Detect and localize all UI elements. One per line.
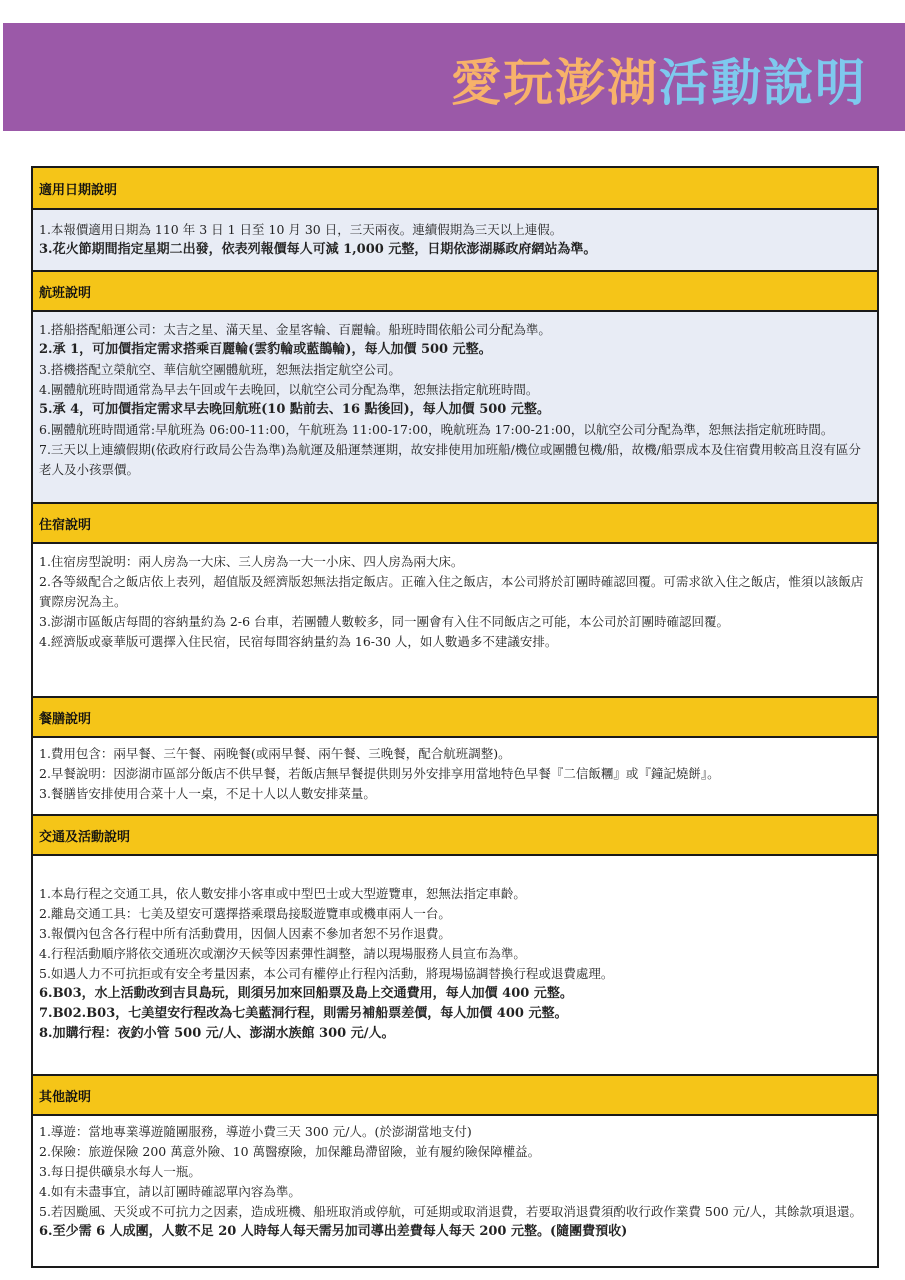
list-item: 4.經濟版或豪華版可選擇入住民宿，民宿每間容納量約為 16-30 人，如人數過多不建議安排。 bbox=[39, 634, 558, 649]
section-title: 交通及活動說明 bbox=[39, 829, 131, 845]
section-header-flights bbox=[33, 270, 877, 310]
list-item: 5.如遇人力不可抗拒或有安全考量因素，本公司有權停止行程內活動，將現場協調替換行程或退費處理。 bbox=[39, 966, 614, 981]
list-item: 3.報價內包含各行程中所有活動費用，因個人因素不參加者恕不另作退費。 bbox=[39, 926, 451, 941]
list-item: 8.加購行程：夜釣小管 500 元/人、澎湖水族館 300 元/人。 bbox=[39, 1026, 395, 1041]
list-item: 7.B02.B03，七美望安行程改為七美藍洞行程，則需另補船票差價，每人加價 400 元整。 bbox=[39, 1006, 568, 1021]
info-document bbox=[31, 166, 879, 1268]
section-body-other bbox=[33, 1114, 877, 1266]
list-item: 3.搭機搭配立榮航空、華信航空團體航班，恕無法指定航空公司。 bbox=[39, 362, 401, 377]
section-body-transport bbox=[33, 854, 877, 1074]
list-item: 3.每日提供礦泉水每人一瓶。 bbox=[39, 1164, 201, 1179]
page-title bbox=[451, 53, 867, 113]
list-item: 2.早餐說明：因澎湖市區部分飯店不供早餐，若飯店無早餐提供則另外安排享用當地特色早餐『二信飯糰』或『鐘記燒餅』。 bbox=[39, 766, 720, 781]
section-header-transport bbox=[33, 814, 877, 854]
section-title: 住宿說明 bbox=[39, 517, 92, 533]
list-item: 4.團體航班時間通常為早去午回或午去晚回，以航空公司分配為準，恕無法指定航班時間。 bbox=[39, 382, 539, 397]
list-item: 6.至少需 6 人成團，人數不足 20 人時每人每天需另加司導出差費每人每天 200 元整。(隨團費預收) bbox=[39, 1224, 628, 1239]
section-header-dates bbox=[33, 168, 877, 208]
list-item: 4.如有未盡事宜，請以訂團時確認單內容為準。 bbox=[39, 1184, 301, 1199]
list-item: 1.住宿房型說明：兩人房為一大床、三人房為一大一小床、四人房為兩大床。 bbox=[39, 554, 464, 569]
list-item: 1.本報價適用日期為 110 年 3 日 1 日至 10 月 30 日，三天兩夜。連續假期為三天以上連假。 bbox=[39, 222, 563, 237]
header-banner bbox=[3, 23, 905, 131]
section-body-meals bbox=[33, 736, 877, 814]
section-header-other bbox=[33, 1074, 877, 1114]
page-title-part2: 活動說明 bbox=[659, 54, 867, 112]
section-body-flights bbox=[33, 310, 877, 502]
list-item: 2.承 1，可加價指定需求搭乘百麗輪(雲豹輪或藍鵲輪)，每人加價 500 元整。 bbox=[39, 342, 492, 357]
section-header-accommodation bbox=[33, 502, 877, 542]
section-title: 餐膳說明 bbox=[39, 711, 92, 727]
list-item: 1.本島行程之交通工具，依人數安排小客車或中型巴士或大型遊覽車，恕無法指定車齡。 bbox=[39, 886, 526, 901]
list-item: 6.團體航班時間通常:早航班為 06:00-11:00，午航班為 11:00-17:00，晚航班為 17:00-21:00，以航空公司分配為準，恕無法指定航班時間。 bbox=[39, 422, 834, 437]
section-body-accommodation bbox=[33, 542, 877, 696]
list-item: 6.B03，水上活動改到吉貝島玩，則須另加來回船票及島上交通費用，每人加價 400 元整。 bbox=[39, 986, 573, 1001]
section-title: 其他說明 bbox=[39, 1089, 92, 1105]
list-item: 2.保險：旅遊保險 200 萬意外險、10 萬醫療險，加保離島滯留險，並有履約險保障權益。 bbox=[39, 1144, 541, 1159]
list-item: 3.花火節期間指定星期二出發，依表列報價每人可減 1,000 元整，日期依澎湖縣政府網站為準。 bbox=[39, 242, 597, 257]
list-item: 5.若因颱風、天災或不可抗力之因素，造成班機、船班取消或停航，可延期或取消退費，若要取消退費須酌收行政作業費 500 元/人，其餘款項退還。 bbox=[39, 1204, 862, 1219]
list-item: 2.各等級配合之飯店依上表列，超值版及經濟版恕無法指定飯店。正確入住之飯店，本公司將於訂團時確認回覆。可需求欲入住之飯店，惟須以該飯店實際房況為主。 bbox=[39, 574, 864, 609]
list-item: 2.離島交通工具：七美及望安可選擇搭乘環島接駁遊覽車或機車兩人一台。 bbox=[39, 906, 451, 921]
section-header-meals bbox=[33, 696, 877, 736]
list-item: 1.導遊：當地專業導遊隨團服務，導遊小費三天 300 元/人。(於澎湖當地支付) bbox=[39, 1124, 472, 1139]
list-item: 3.餐膳皆安排使用合菜十人一桌，不足十人以人數安排菜量。 bbox=[39, 786, 376, 801]
section-title: 航班說明 bbox=[39, 285, 92, 301]
list-item: 1.搭船搭配船運公司：太吉之星、滿天星、金星客輪、百麗輪。船班時間依船公司分配為準。 bbox=[39, 322, 551, 337]
list-item: 3.澎湖市區飯店每間的容納量約為 2-6 台車，若團體人數較多，同一團會有入住不同飯店之可能，本公司於訂團時確認回覆。 bbox=[39, 614, 730, 629]
list-item: 4.行程活動順序將依交通班次或潮汐天候等因素彈性調整，請以現場服務人員宣布為準。 bbox=[39, 946, 526, 961]
section-body-dates bbox=[33, 208, 877, 270]
page-title-part1: 愛玩澎湖 bbox=[451, 54, 659, 112]
section-title: 適用日期說明 bbox=[39, 182, 118, 198]
list-item: 5.承 4，可加價指定需求早去晚回航班(10 點前去、16 點後回)，每人加價 500 元整。 bbox=[39, 402, 550, 417]
list-item: 7.三天以上連續假期(依政府行政局公告為準)為航運及船運禁運期，故安排使用加班船/機位或團體包機/船，故機/船票成本及住宿費用較高且沒有區分老人及小孩票價。 bbox=[39, 442, 861, 477]
list-item: 1.費用包含：兩早餐、三午餐、兩晚餐(或兩早餐、兩午餐、三晚餐，配合航班調整)。 bbox=[39, 746, 511, 761]
